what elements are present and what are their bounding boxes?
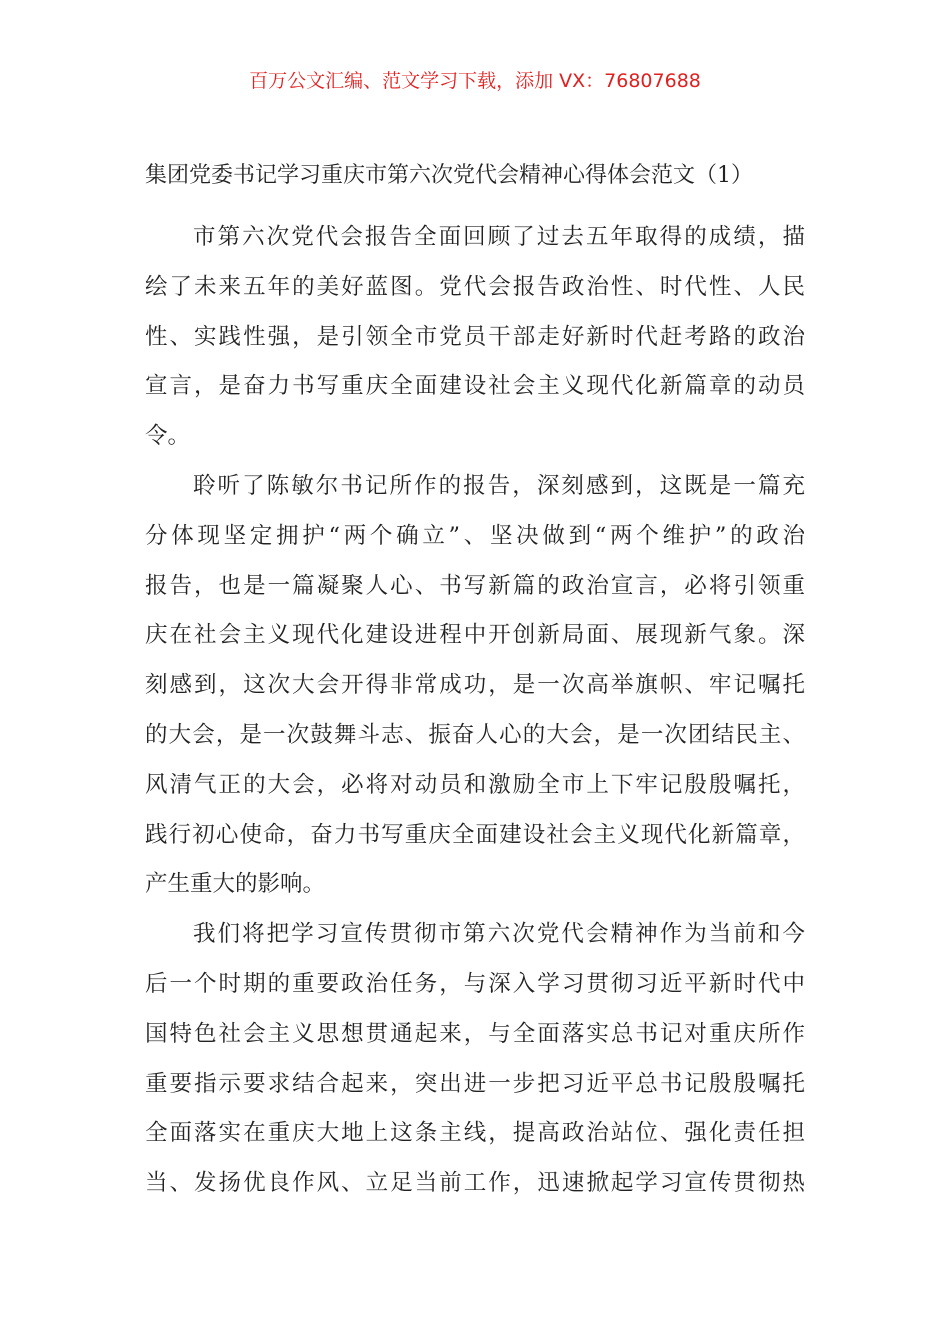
paragraph-line: 宣言，是奋力书写重庆全面建设社会主义现代化新篇章的动员: [145, 373, 805, 400]
paragraph: [145, 462, 805, 910]
paragraph: [145, 910, 805, 1209]
paragraph-line: 性、实践性强，是引领全市党员干部走好新时代赶考路的政治: [145, 323, 805, 350]
paragraph-line: 国特色社会主义思想贯通起来，与全面落实总书记对重庆所作: [145, 1020, 805, 1047]
watermark-header: 百万公文汇编、范文学习下载，添加 VX：76807688: [249, 70, 701, 92]
paragraph-line: 产生重大的影响。: [145, 871, 326, 898]
paragraph-line: 市第六次党代会报告全面回顾了过去五年取得的成绩，描: [193, 224, 805, 250]
paragraph-line: 报告，也是一篇凝聚人心、书写新篇的政治宣言，必将引领重: [145, 572, 805, 599]
paragraph-line: 令。: [145, 423, 191, 450]
paragraph-line: 我们将把学习宣传贯彻市第六次党代会精神作为当前和今: [193, 921, 805, 948]
paragraph-line: 后一个时期的重要政治任务，与深入学习贯彻习近平新时代中: [145, 970, 805, 997]
paragraph-line: 聆听了陈敏尔书记所作的报告，深刻感到，这既是一篇充: [193, 472, 805, 499]
paragraph-line: 风清气正的大会，必将对动员和激励全市上下牢记殷殷嘱托，: [145, 771, 805, 798]
paragraph-line: 绘了未来五年的美好蓝图。党代会报告政治性、时代性、人民: [145, 273, 805, 300]
paragraph-line: 全面落实在重庆大地上这条主线，提高政治站位、强化责任担: [145, 1120, 805, 1147]
paragraph-line: 重要指示要求结合起来，突出进一步把习近平总书记殷殷嘱托: [145, 1070, 805, 1097]
paragraph: [145, 213, 805, 462]
paragraph-line: 的大会，是一次鼓舞斗志、振奋人心的大会，是一次团结民主、: [145, 721, 805, 748]
paragraph-line: 当、发扬优良作风、立足当前工作，迅速掀起学习宣传贯彻热: [145, 1170, 805, 1197]
paragraph-line: 分体现坚定拥护“两个确立”、坚决做到“两个维护”的政治: [145, 522, 805, 549]
document-title: 集团党委书记学习重庆市第六次党代会精神心得体会范文（1）: [145, 163, 753, 188]
paragraph-line: 刻感到，这次大会开得非常成功，是一次高举旗帜、牢记嘱托: [145, 672, 805, 699]
paragraph-line: 庆在社会主义现代化建设进程中开创新局面、展现新气象。深: [145, 622, 805, 649]
document-body: [145, 213, 805, 1209]
paragraph-line: 践行初心使命，奋力书写重庆全面建设社会主义现代化新篇章，: [145, 821, 805, 848]
